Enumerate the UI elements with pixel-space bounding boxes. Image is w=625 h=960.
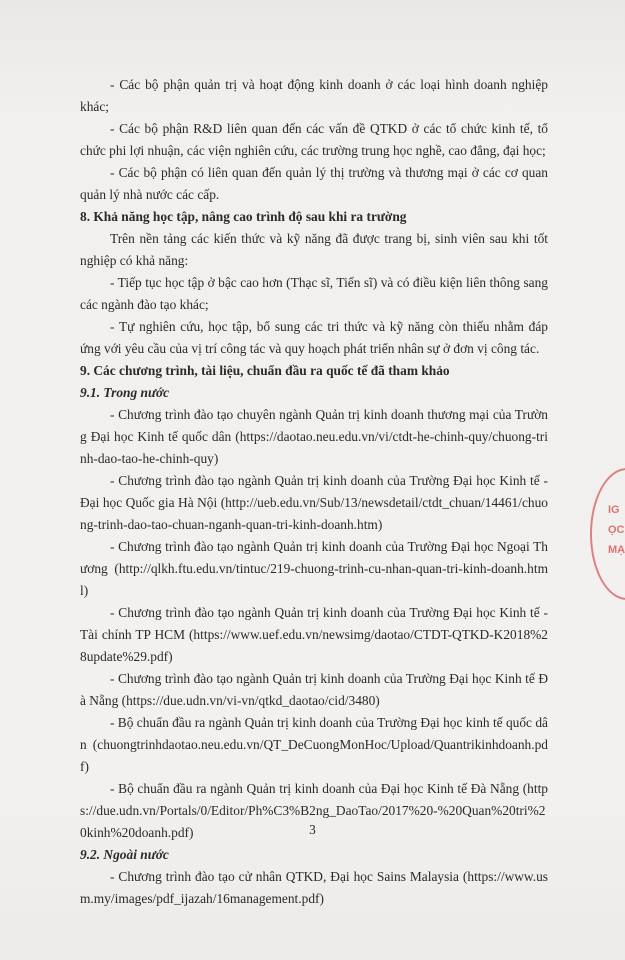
section-9-2-heading: 9.2. Ngoài nước (80, 847, 169, 862)
section-8-item-1: - Tiếp tục học tập ở bậc cao hơn (Thạc sĩ, Tiến sĩ) và có điều kiện liên thông sang các ngành đào tạo khác; (80, 275, 548, 312)
page-content (80, 74, 548, 910)
red-seal-stamp (590, 468, 625, 600)
section-9-1-heading: 9.1. Trong nước (80, 385, 170, 400)
page-number: 3 (309, 822, 316, 837)
section-8-intro: Trên nền tảng các kiến thức và kỹ năng đã được trang bị, sinh viên sau khi tốt nghiệp có khả năng: (80, 231, 548, 268)
domestic-reference-3: - Chương trình đào tạo ngành Quản trị kinh doanh của Trường Đại học Ngoại Thương (http://qlkh.ftu.edu.vn/tintuc/219-chuong-trinh-cu-nhan-quan-tri-kinh-doanh.html) (80, 539, 548, 598)
paragraph-line-3: - Các bộ phận có liên quan đến quản lý thị trường và thương mại ở các cơ quan quản lý nhà nước các cấp. (80, 165, 548, 202)
domestic-reference-7: - Bộ chuẩn đầu ra ngành Quản trị kinh doanh của Đại học Kinh tế Đà Nẵng (https://due.udn.vn/Portals/0/Editor/Ph%C3%B2ng_DaoTao/2017%20-%20Quan%20tri%20kinh%20doanh.pdf) (80, 781, 548, 840)
section-8-item-2: - Tự nghiên cứu, học tập, bổ sung các tri thức và kỹ năng còn thiếu nhằm đáp ứng với yêu cầu của vị trí công tác và quy hoạch phát triển nhân sự ở đơn vị công tác. (80, 319, 548, 356)
stamp-text-2: ỌC (608, 524, 625, 536)
stamp-text-3: MẠ (608, 544, 625, 556)
section-9-heading: 9. Các chương trình, tài liệu, chuẩn đầu ra quốc tế đã tham khảo (80, 363, 450, 378)
foreign-reference-1: - Chương trình đào tạo cử nhân QTKD, Đại học Sains Malaysia (https://www.usm.my/images/pdf_ijazah/16management.pdf) (80, 869, 548, 906)
domestic-reference-5: - Chương trình đào tạo ngành Quản trị kinh doanh của Trường Đại học Kinh tế Đà Nẵng (https://due.udn.vn/vi-vn/qtkd_daotao/cid/3480) (80, 671, 548, 708)
domestic-reference-1: - Chương trình đào tạo chuyên ngành Quản trị kinh doanh thương mại của Trường Đại học Kinh tế quốc dân (https://daotao.neu.edu.vn/vi/ctdt-he-chinh-quy/chuong-trinh-dao-tao-he-chinh-quy) (80, 407, 548, 466)
stamp-text-1: IG (608, 504, 620, 516)
domestic-reference-2: - Chương trình đào tạo ngành Quản trị kinh doanh của Trường Đại học Kinh tế - Đại học Quốc gia Hà Nội (http://ueb.edu.vn/Sub/13/newsdetail/ctdt_chuan/14461/chuong-trinh-dao-tao-chuan-nganh-quan-tri-kinh-doanh.htm) (80, 473, 548, 532)
domestic-reference-6: - Bộ chuẩn đầu ra ngành Quản trị kinh doanh của Trường Đại học kinh tế quốc dân (chuongtrinhdaotao.neu.edu.vn/QT_DeCuongMonHoc/Upload/Quantrikinhdoanh.pdf) (80, 715, 548, 774)
paragraph-line-1: - Các bộ phận quản trị và hoạt động kinh doanh ở các loại hình doanh nghiệp khác; (80, 77, 548, 114)
section-8-heading: 8. Khả năng học tập, nâng cao trình độ sau khi ra trường (80, 209, 407, 224)
domestic-reference-4: - Chương trình đào tạo ngành Quản trị kinh doanh của Trường Đại học Kinh tế - Tài chính TP HCM (https://www.uef.edu.vn/newsimg/daotao/CTDT-QTKD-K2018%28update%29.pdf) (80, 605, 548, 664)
paragraph-line-2: - Các bộ phận R&D liên quan đến các vấn đề QTKD ở các tổ chức kinh tế, tổ chức phi lợi nhuận, các viện nghiên cứu, các trường trung học nghề, cao đẳng, đại học; (80, 121, 548, 158)
